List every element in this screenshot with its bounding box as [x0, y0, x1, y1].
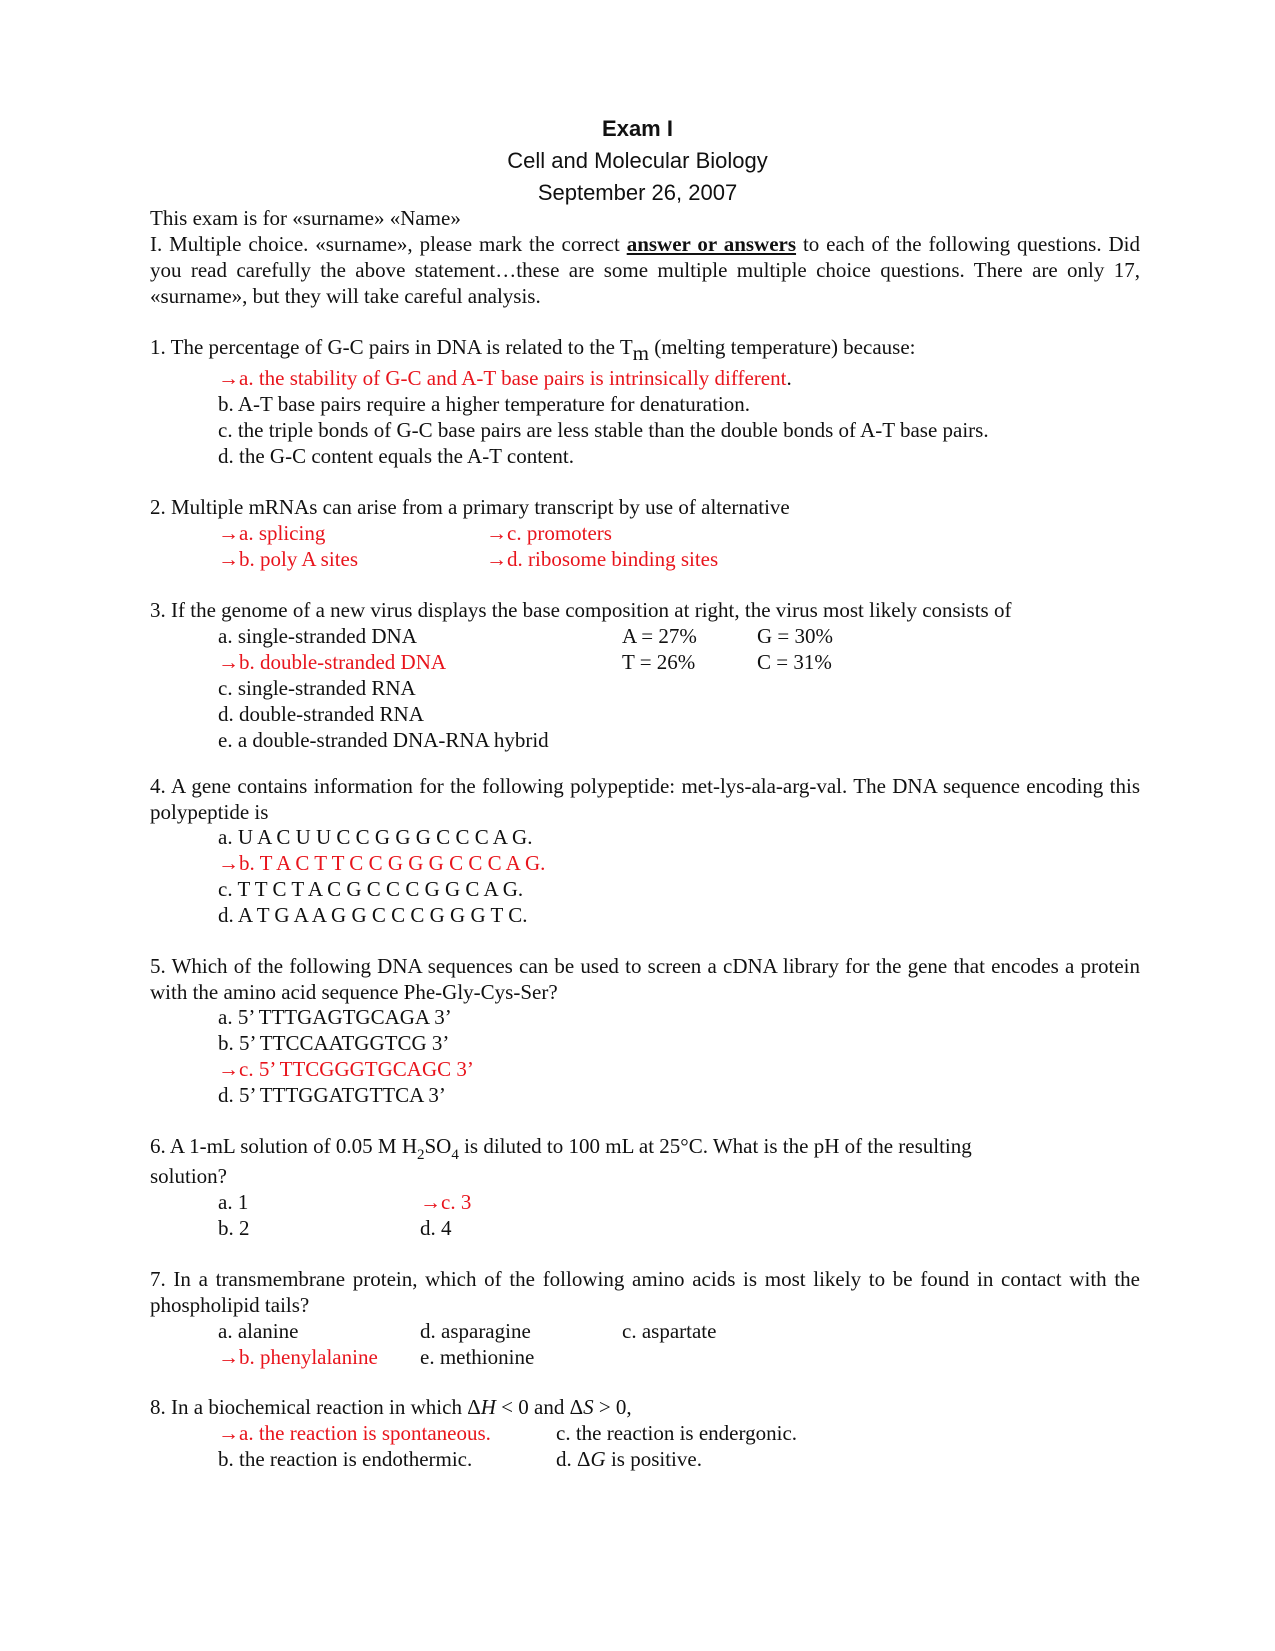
question-1-option-d: d. the G-C content equals the A-T content. — [218, 444, 574, 468]
exam-date: September 26, 2007 — [537, 180, 738, 205]
instructions-text: I. Multiple choice. «surname», please mark the correct — [150, 232, 627, 256]
question-3-option-c: c. single-stranded RNA — [218, 676, 416, 700]
question-6-stem-so: SO — [424, 1134, 452, 1158]
so4-subscript: 4 — [451, 1147, 459, 1163]
question-2-stem: 2. Multiple mRNAs can arise from a primary transcript by use of alternative — [150, 495, 790, 519]
enthalpy-symbol: H — [480, 1395, 496, 1419]
question-8-option-c: c. the reaction is endergonic. — [556, 1421, 798, 1445]
question-6-stem — [150, 1133, 972, 1163]
question-8-option-d-text: d. Δ — [556, 1447, 591, 1471]
question-6-stem-text-end: is diluted to 100 mL at 25°C. What is the pH of the resulting — [458, 1134, 972, 1158]
instructions-emphasis: answer or answers — [626, 232, 797, 256]
question-4-option-b: →b. T A C T T C C G G G C C C A G. — [218, 851, 546, 875]
gibbs-symbol: G — [590, 1447, 606, 1471]
exam-title: Exam I — [602, 116, 673, 141]
question-8-option-a: →a. the reaction is spontaneous. — [218, 1421, 491, 1445]
question-8-option-d — [556, 1446, 702, 1472]
question-8-option-d-end: is positive. — [605, 1447, 702, 1471]
question-6-option-a: a. 1 — [218, 1190, 249, 1214]
course-name: Cell and Molecular Biology — [507, 148, 768, 173]
question-4-option-d: d. A T G A A G G C C C G G G T C. — [218, 903, 528, 927]
base-composition-g: G = 30% — [757, 624, 834, 648]
question-1-stem-text-end: (melting temperature) because: — [649, 335, 916, 359]
question-2-option-b: →b. poly A sites — [218, 547, 359, 571]
question-5-option-a: a. 5’ TTTGAGTGCAGA 3’ — [218, 1005, 452, 1029]
question-2-option-d: →d. ribosome binding sites — [486, 547, 719, 571]
base-composition-a: A = 27% — [622, 624, 697, 648]
question-5-option-b: b. 5’ TTCCAATGGTCG 3’ — [218, 1031, 450, 1055]
question-6-stem-line-2: solution? — [150, 1164, 227, 1188]
entropy-symbol: S — [583, 1395, 594, 1419]
question-5-stem: 5. Which of the following DNA sequences can be used to screen a cDNA library for the gene that encodes a protein with the amino acid sequence Phe-Gly-Cys-Ser? — [150, 954, 1140, 1004]
question-6-option-c: →c. 3 — [420, 1190, 472, 1214]
question-1-stem — [150, 334, 916, 365]
question-8-stem — [150, 1394, 632, 1420]
question-4-option-a: a. U A C U U C C G G G C C C A G. — [218, 825, 533, 849]
question-1-option-b: b. A-T base pairs require a higher temperature for denaturation. — [218, 392, 750, 416]
question-4-option-c: c. T T C T A C G C C C G G C A G. — [218, 877, 524, 901]
question-8-stem-text: 8. In a biochemical reaction in which Δ — [150, 1395, 481, 1419]
question-6-option-b: b. 2 — [218, 1216, 250, 1240]
question-1-stem-text: 1. The percentage of G-C pairs in DNA is related to the T — [150, 335, 633, 359]
question-7-option-d: d. asparagine — [420, 1319, 531, 1343]
instructions-text-rest: to each of the following questions. Did you read carefully the above statement…these are some multiple multiple choice questions. There are only 17, «surname», but they will take careful analysis. — [150, 232, 1140, 308]
question-7-option-c: c. aspartate — [622, 1319, 717, 1343]
question-3-option-a: a. single-stranded DNA — [218, 624, 417, 648]
h2-subscript: 2 — [416, 1147, 425, 1163]
base-composition-t: T = 26% — [622, 650, 696, 674]
question-8-stem-end: > 0, — [593, 1395, 632, 1419]
question-3-option-e: e. a double-stranded DNA-RNA hybrid — [218, 728, 549, 752]
question-3-option-b: →b. double-stranded DNA — [218, 650, 447, 674]
question-8-stem-mid: < 0 and Δ — [495, 1395, 584, 1419]
question-2-option-a: →a. splicing — [218, 521, 326, 545]
question-3-option-d: d. double-stranded RNA — [218, 702, 424, 726]
question-1-option-a — [218, 365, 792, 391]
question-6-option-d: d. 4 — [420, 1216, 452, 1240]
question-6-stem-text: 6. A 1-mL solution of 0.05 M H — [150, 1134, 417, 1158]
question-3-stem: 3. If the genome of a new virus displays the base composition at right, the virus most likely consists of — [150, 598, 1012, 622]
question-7-option-a: a. alanine — [218, 1319, 299, 1343]
base-composition-c: C = 31% — [757, 650, 832, 674]
instructions-paragraph — [150, 231, 1140, 309]
question-1-option-a-text: →a. the stability of G-C and A-T base pairs is intrinsically different — [218, 366, 787, 390]
exam-recipient-line: This exam is for «surname» «Name» — [150, 206, 461, 230]
question-1-option-c: c. the triple bonds of G-C base pairs are less stable than the double bonds of A-T base pairs. — [218, 418, 989, 442]
question-7-option-b: →b. phenylalanine — [218, 1345, 378, 1369]
question-7-stem: 7. In a transmembrane protein, which of the following amino acids is most likely to be found in contact with the phospholipid tails? — [150, 1267, 1140, 1317]
question-8-option-b: b. the reaction is endothermic. — [218, 1447, 473, 1471]
question-1-option-a-period: . — [786, 366, 792, 390]
question-5-option-d: d. 5’ TTTGGATGTTCA 3’ — [218, 1083, 446, 1107]
question-4-stem: 4. A gene contains information for the following polypeptide: met-lys-ala-arg-val. The DNA sequence encoding this polypeptide is — [150, 774, 1140, 824]
question-5-option-c: →c. 5’ TTCGGGTGCAGC 3’ — [218, 1057, 474, 1081]
tm-subscript: m — [632, 341, 650, 365]
question-7-option-e: e. methionine — [420, 1345, 535, 1369]
question-2-option-c: →c. promoters — [486, 521, 612, 545]
